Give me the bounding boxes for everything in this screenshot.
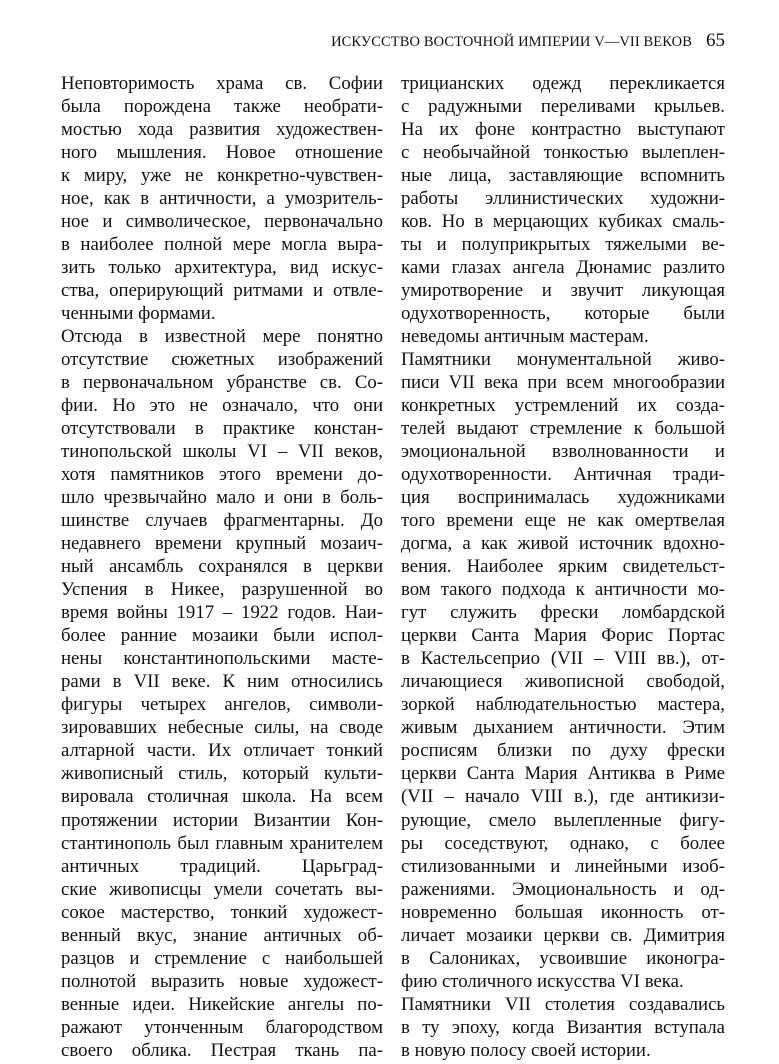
text-line: умиротворение и звучит ликующая (401, 280, 725, 302)
text-line: ное, как в античности, а умозритель- (61, 188, 383, 210)
text-line: вировала столичная школа. На всем (61, 786, 383, 808)
text-line: отсутствовали в практике констан- (61, 418, 383, 440)
text-line: живописный стиль, который культи- (61, 763, 383, 785)
text-line: фии. Но это не означало, что они (61, 395, 383, 417)
text-line: неведомы античным мастерам. (401, 326, 649, 348)
text-line: в ту эпоху, когда Византия вступала (401, 1016, 725, 1038)
text-line: ражают утонченным благородством (61, 1016, 383, 1038)
text-line: церкви Санта Мария Форис Портас (401, 625, 725, 647)
text-line: одухотворенность, которые были (401, 303, 725, 325)
text-line: в первоначальном убранстве св. Со- (61, 372, 383, 394)
text-line: вения. Наиболее ярким свидетельст- (401, 556, 725, 578)
text-line: ного мышления. Новое отношение (61, 142, 383, 164)
text-line: своего облика. Пестрая ткань па- (61, 1039, 383, 1061)
text-line: шло чрезвычайно мало и они в боль- (61, 487, 383, 509)
text-line: работы эллинистических художни- (401, 188, 725, 210)
text-line: рами в VII веке. К ним относились (61, 671, 383, 693)
text-line: эмоциональной взволнованности и (401, 441, 725, 463)
text-line: ков. Но в мерцающих кубиках смаль- (401, 211, 725, 233)
text-line: ты и полуприкрытых тяжелыми ве- (401, 234, 725, 256)
text-line: венный вкус, знание античных об- (61, 924, 383, 946)
text-line: живым дыханием античности. Этим (401, 717, 725, 739)
text-line: ства, оперирующий ритмами и отвле- (61, 280, 383, 302)
text-line: догма, а как живой источник вдохно- (401, 533, 725, 555)
text-line: стилизованными и линейными изоб- (401, 855, 725, 877)
text-line: ное и символическое, первоначально (61, 211, 383, 233)
text-line: в Салониках, усвоившие иконогра- (401, 947, 725, 969)
text-line: отсутствие сюжетных изображений (61, 349, 383, 371)
text-line: сокое мастерство, тонкий художест- (61, 901, 383, 923)
text-line: На их фоне контрастно выступают (401, 119, 725, 141)
text-line: с радужными переливами крыльев. (401, 96, 725, 118)
text-line: шинстве случаев фрагментарны. До (61, 510, 383, 532)
text-line: одухотворенности. Античная тради- (401, 464, 725, 486)
text-line: ражениями. Эмоциональность и од- (401, 878, 725, 900)
text-line: время войны 1917 – 1922 годов. Наи- (61, 602, 383, 624)
text-line: Памятники VII столетия создавались (401, 993, 725, 1015)
text-line: ры соседствуют, однако, с более (401, 832, 725, 854)
text-line: более ранние мозаики были испол- (61, 625, 383, 647)
text-line: ченными формами. (61, 303, 216, 325)
text-line: античных традиций. Царьград- (61, 855, 383, 877)
text-line: ный ансамбль сохранялся в церкви (61, 556, 383, 578)
text-line: личающиеся живописной свободой, (401, 671, 725, 693)
page-number: 65 (706, 30, 725, 51)
text-line: Памятники монументальной живо- (401, 349, 725, 371)
text-line: ками глазах ангела Дюнамис разлито (401, 257, 725, 279)
text-line: полнотой выразить новые художест- (61, 970, 383, 992)
text-line: хотя памятников этого времени до- (61, 464, 383, 486)
text-line: Отсюда в известной мере понятно (61, 326, 383, 348)
text-line: в наиболее полной мере могла выра- (61, 234, 383, 256)
text-column-left (61, 72, 383, 1062)
text-line: личает мозаики церкви св. Димитрия (401, 924, 725, 946)
text-line: конкретных устремлений их созда- (401, 395, 725, 417)
text-line: венные идеи. Никейские ангелы по- (61, 993, 383, 1015)
text-line: росписям близки по духу фрески (401, 740, 725, 762)
text-line: фигуры четырех ангелов, символи- (61, 694, 383, 716)
text-line: зоркой наблюдательностью мастера, (401, 694, 725, 716)
text-line: недавнего времени крупный мозаич- (61, 533, 383, 555)
text-line: ные лица, заставляющие вспомнить (401, 165, 725, 187)
text-line: ция воспринималась художниками (401, 487, 725, 509)
text-line: Успения в Никее, разрушенной во (61, 579, 383, 601)
text-line: Неповторимость храма св. Софии (61, 73, 383, 94)
text-line: в Кастельсеприо (VII – VIII вв.), от- (401, 648, 725, 670)
text-line: была порождена также необрати- (61, 96, 383, 118)
text-line: с необычайной тонкостью вылеплен- (401, 142, 725, 164)
running-head (331, 30, 725, 52)
running-title: ИСКУССТВО ВОСТОЧНОЙ ИМПЕРИИ V—VII ВЕКОВ (331, 34, 692, 50)
text-column-right (401, 72, 725, 1062)
text-line: гут служить фрески ломбардской (401, 602, 725, 624)
text-line: новременно большая иконность от- (401, 901, 725, 923)
text-line: нены константинопольскими масте- (61, 648, 383, 670)
text-line: вом такого подхода к античности мо- (401, 579, 725, 601)
text-line: к миру, уже не конкретно-чувствен- (61, 165, 383, 187)
text-line: тинопольской школы VI – VII веков, (61, 441, 383, 463)
text-line: рующие, смело вылепленные фигу- (401, 809, 725, 831)
text-line: мостью хода развития художествен- (61, 119, 383, 141)
text-line: трицианских одежд перекликается (401, 73, 725, 94)
text-line: писи VII века при всем многообразии (401, 372, 725, 394)
text-line: алтарной части. Их отличает тонкий (61, 740, 383, 762)
text-line: стантинополь был главным хранителем (61, 832, 383, 854)
text-line: зить только архитектура, вид искус- (61, 257, 383, 279)
text-line: фию столичного искусства VI века. (401, 970, 684, 992)
text-line: церкви Санта Мария Антиква в Риме (401, 763, 725, 785)
text-line: того времени еще не как омертвелая (401, 510, 725, 532)
text-line: телей выдают стремление к большой (401, 418, 725, 440)
text-line: ские живописцы умели сочетать вы- (61, 878, 383, 900)
text-line: зировавших небесные силы, на своде (61, 717, 383, 739)
text-line: в новую полосу своей истории. (401, 1039, 651, 1061)
text-line: протяжении истории Византии Кон- (61, 809, 383, 831)
text-line: (VII – начало VIII в.), где антикизи- (401, 786, 725, 808)
text-line: разцов и стремление с наибольшей (61, 947, 383, 969)
